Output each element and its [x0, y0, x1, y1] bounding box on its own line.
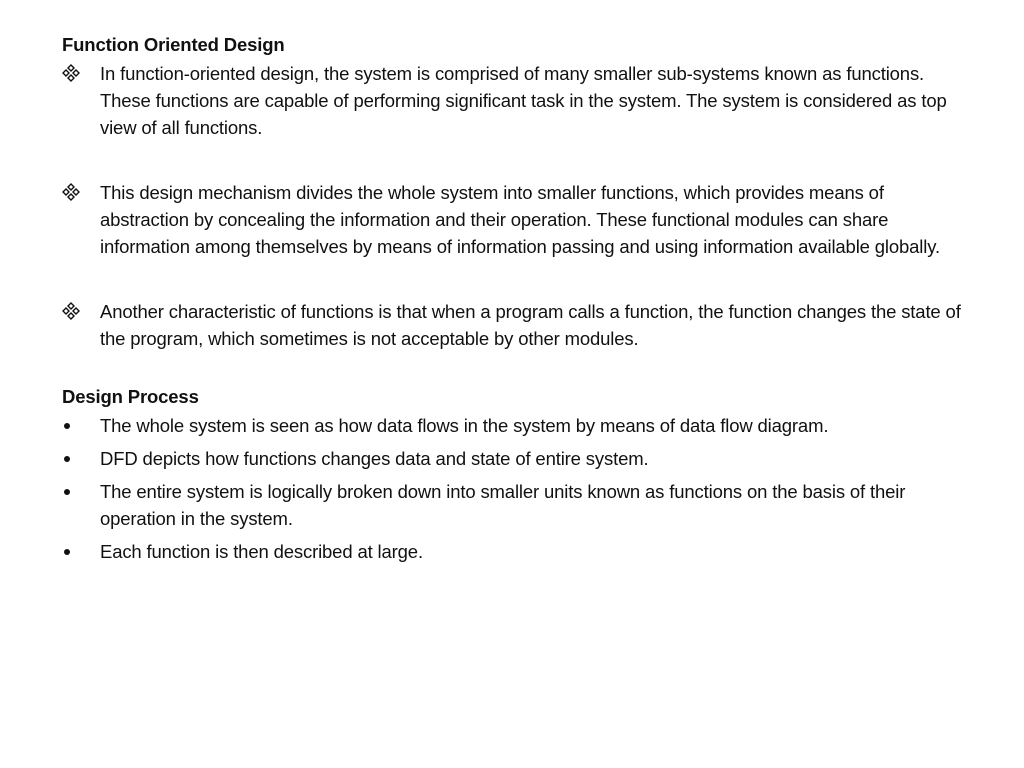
list-item-text: In function-oriented design, the system is comprised of many smaller sub-systems known as functions. These functions are capable of performing significant task in the system. The system is considered as top view of all functions. — [100, 63, 947, 138]
section-heading-function-oriented-design: Function Oriented Design — [62, 34, 285, 55]
four-diamond-icon — [62, 179, 92, 206]
list-item — [62, 478, 962, 532]
list-item — [62, 412, 962, 439]
list-item-text: DFD depicts how functions changes data and state of entire system. — [100, 448, 649, 469]
list-item-text: This design mechanism divides the whole system into smaller functions, which provides means of abstraction by concealing the information and their operation. These functional modules can share information among themselves by means of information passing and using information available globally. — [100, 182, 940, 257]
bullet-dot-icon — [62, 478, 92, 505]
bullet-dot-icon — [62, 445, 92, 472]
four-diamond-icon — [62, 298, 92, 325]
bullet-dot-icon — [62, 538, 92, 565]
list-item-text: Each function is then described at large. — [100, 541, 423, 562]
section-heading-design-process: Design Process — [62, 386, 199, 407]
list-item-text: The entire system is logically broken down into smaller units known as functions on the basis of their operation in the system. — [100, 481, 906, 529]
four-diamond-icon — [62, 60, 92, 87]
list-item — [62, 445, 962, 472]
list-item — [62, 538, 962, 565]
bullet-dot-icon — [62, 412, 92, 439]
list-item — [62, 60, 962, 141]
list-item-text: The whole system is seen as how data flows in the system by means of data flow diagram. — [100, 415, 829, 436]
design-process-list — [62, 412, 962, 565]
list-item — [62, 298, 962, 352]
slide-content — [62, 30, 962, 571]
list-item-text: Another characteristic of functions is that when a program calls a function, the function changes the state of the program, which sometimes is not acceptable by other modules. — [100, 301, 961, 349]
function-oriented-design-list — [62, 60, 962, 352]
list-item — [62, 179, 962, 260]
